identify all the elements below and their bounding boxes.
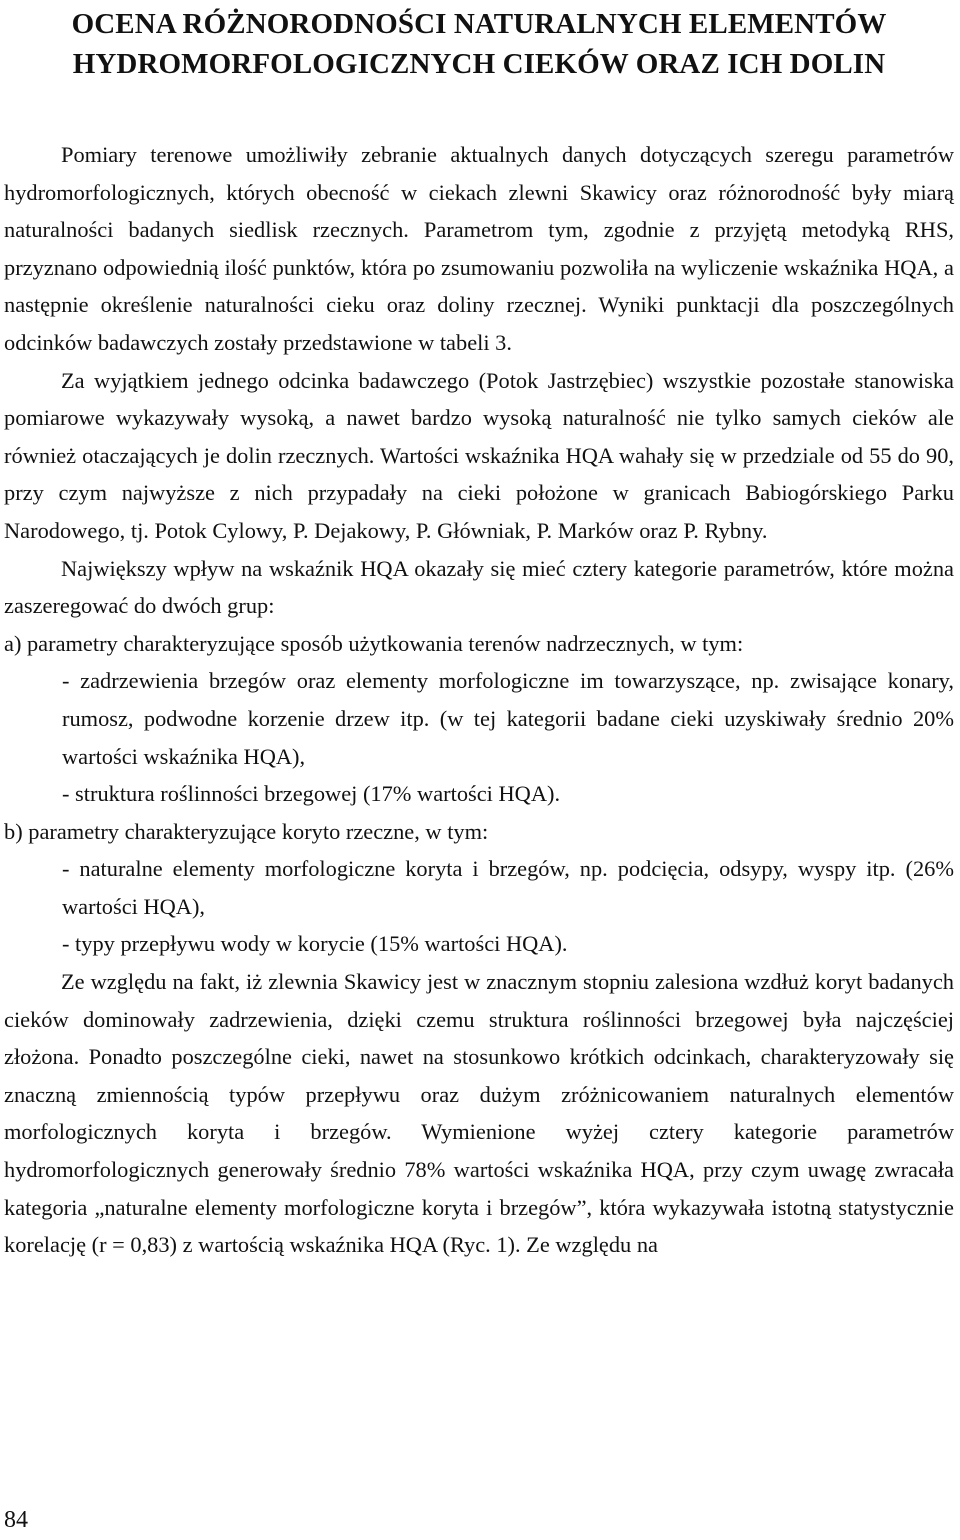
list-group-a-heading: a) parametry charakteryzujące sposób użytkowania terenów nadrzecznych, w tym:	[4, 630, 744, 656]
page-number: 84	[4, 1507, 28, 1533]
paragraph-measurements: Pomiary terenowe umożliwiły zebranie aktualnych danych dotyczących szeregu parametrów hydromorfologicznych, których obecność w ciekach zlewni Skawicy oraz różnorodność były miarą naturalności badanych siedlisk rzecznych. Parametrom tym, zgodnie z przyjętą metodyką RHS, przyznano odpowiednią ilość punktów, która po zsumowaniu pozwoliła na wyliczenie wskaźnika HQA, a następnie określenie naturalności cieku oraz doliny rzecznej. Wyniki punktacji dla poszczególnych odcinków badawczych zostały przedstawione w tabeli 3.	[4, 142, 954, 355]
title-line-2: HYDROMORFOLOGICZNYCH CIEKÓW ORAZ ICH DOLIN	[72, 48, 886, 80]
document-page	[4, 0, 954, 1264]
list-group-a-item-1: - zadrzewienia brzegów oraz elementy morfologiczne im towarzyszące, np. zwisające konary, rumosz, podwodne korzenie drzew itp. (w tej kategorii badane cieki uzyskiwały średnio 20% wartości wskaźnika HQA),	[62, 668, 954, 769]
paragraph-categories: Największy wpływ na wskaźnik HQA okazały się mieć cztery kategorie parametrów, które można zaszeregować do dwóch grup:	[4, 555, 954, 619]
paragraph-results: Za wyjątkiem jednego odcinka badawczego (Potok Jastrzębiec) wszystkie pozostałe stanowiska pomiarowe wykazywały wysoką, a nawet bardzo wysoką naturalność nie tylko samych cieków ale również otaczających je dolin rzecznych. Wartości wskaźnika HQA wahały się w przedziale od 55 do 90, przy czym najwyższe z nich przypadały na cieki położone w granicach Babiogórskiego Parku Narodowego, tj. Potok Cylowy, P. Dejakowy, P. Główniak, P. Marków oraz P. Rybny.	[4, 367, 954, 543]
body-text	[4, 136, 954, 1264]
list-group-b-heading: b) parametry charakteryzujące koryto rzeczne, w tym:	[4, 818, 489, 844]
title-line-1: OCENA RÓŻNORODNOŚCI NATURALNYCH ELEMENTÓW	[71, 8, 887, 40]
list-group-b-item-2: - typy przepływu wody w korycie (15% wartości HQA).	[62, 931, 568, 957]
paragraph-forest-cover: Ze względu na fakt, iż zlewnia Skawicy jest w znacznym stopniu zalesiona wzdłuż koryt badanych cieków dominowały zadrzewienia, dzięki czemu struktura roślinności brzegowej była najczęściej złożona. Ponadto poszczególne cieki, nawet na stosunkowo krótkich odcinkach, charakteryzowały się znaczną zmiennością typów przepływu oraz dużym zróżnicowaniem naturalnych elementów morfologicznych koryta i brzegów. Wymienione wyżej cztery kategorie parametrów hydromorfologicznych generowały średnio 78% wartości wskaźnika HQA, przy czym uwagę zwracała kategoria „naturalne elementy morfologiczne koryta i brzegów”, która wykazywała istotną statystycznie korelację (r = 0,83) z wartością wskaźnika HQA (Ryc. 1). Ze względu na	[4, 969, 954, 1258]
section-title	[4, 0, 954, 84]
list-group-b-item-1: - naturalne elementy morfologiczne koryta i brzegów, np. podcięcia, odsypy, wyspy itp. (26% wartości HQA),	[62, 856, 954, 919]
list-group-a-item-2: - struktura roślinności brzegowej (17% wartości HQA).	[62, 781, 561, 807]
